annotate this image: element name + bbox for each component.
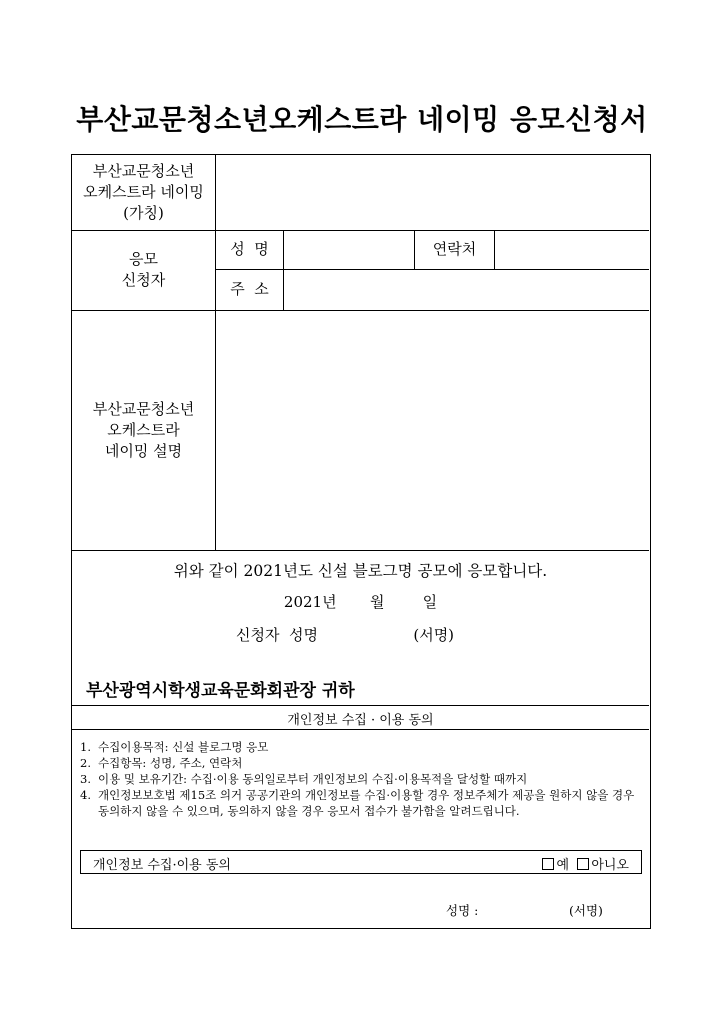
list-item: 4. 개인정보보호법 제15조 의거 공공기관의 개인정보를 수집·이용할 경우 정보주체가 제공을 원하지 않을 경우 동의하지 않을 수 있으며, 동의하지 않을 경우 응모서 접수가 불가함을 알려드립니다.	[80, 788, 635, 818]
application-form	[71, 154, 651, 929]
list-item: 2. 수집항목: 성명, 주소, 연락처	[80, 756, 243, 770]
address-field-label: 주 소	[230, 280, 269, 298]
contact-field-label: 연락처	[432, 240, 477, 258]
contact-input[interactable]	[495, 230, 649, 269]
naming-label: 부산교문청소년 오케스트라 네이밍 (가칭)	[83, 162, 204, 222]
no-label: 아니오	[591, 858, 629, 873]
applicant-label: 응모 신청자	[121, 250, 166, 289]
yes-label: 예	[556, 858, 570, 873]
recipient-line: 부산광역시학생교육문화회관장 귀하	[86, 681, 355, 701]
privacy-consent-label: 개인정보 수집·이용 동의	[93, 858, 231, 873]
declaration-statement: 위와 같이 2021년도 신설 블로그명 공모에 응모합니다.	[173, 562, 548, 580]
privacy-heading: 개인정보 수집 · 이용 동의	[287, 713, 434, 728]
naming-input-area[interactable]	[216, 155, 649, 230]
yes-checkbox[interactable]	[542, 858, 554, 870]
description-input-area[interactable]	[216, 310, 649, 550]
consent-options	[542, 854, 629, 873]
row-divider	[72, 729, 649, 730]
form-title: 부산교문청소년오케스트라 네이밍 응모신청서	[76, 103, 648, 136]
consent-sign-label: 성명 :	[446, 903, 479, 918]
row-divider	[72, 705, 649, 706]
declaration-date: 2021년 월 일	[283, 593, 438, 611]
list-item: 1. 수집이용목적: 신설 블로그명 응모	[80, 740, 269, 754]
name-input[interactable]	[284, 230, 414, 269]
privacy-consent-box	[80, 850, 642, 874]
address-input[interactable]	[284, 269, 649, 310]
privacy-terms-list	[80, 739, 645, 819]
consent-sign-suffix: (서명)	[569, 903, 603, 918]
name-field-label: 성 명	[230, 240, 269, 258]
row-divider	[72, 550, 649, 551]
applicant-signature-line: 신청자 성명 (서명)	[236, 626, 455, 644]
no-checkbox[interactable]	[577, 858, 589, 870]
list-item: 3. 이용 및 보유기간: 수집·이용 동의일로부터 개인정보의 수집·이용목적을 달성할 때까지	[80, 772, 528, 786]
description-label: 부산교문청소년 오케스트라 네이밍 설명	[92, 399, 195, 460]
